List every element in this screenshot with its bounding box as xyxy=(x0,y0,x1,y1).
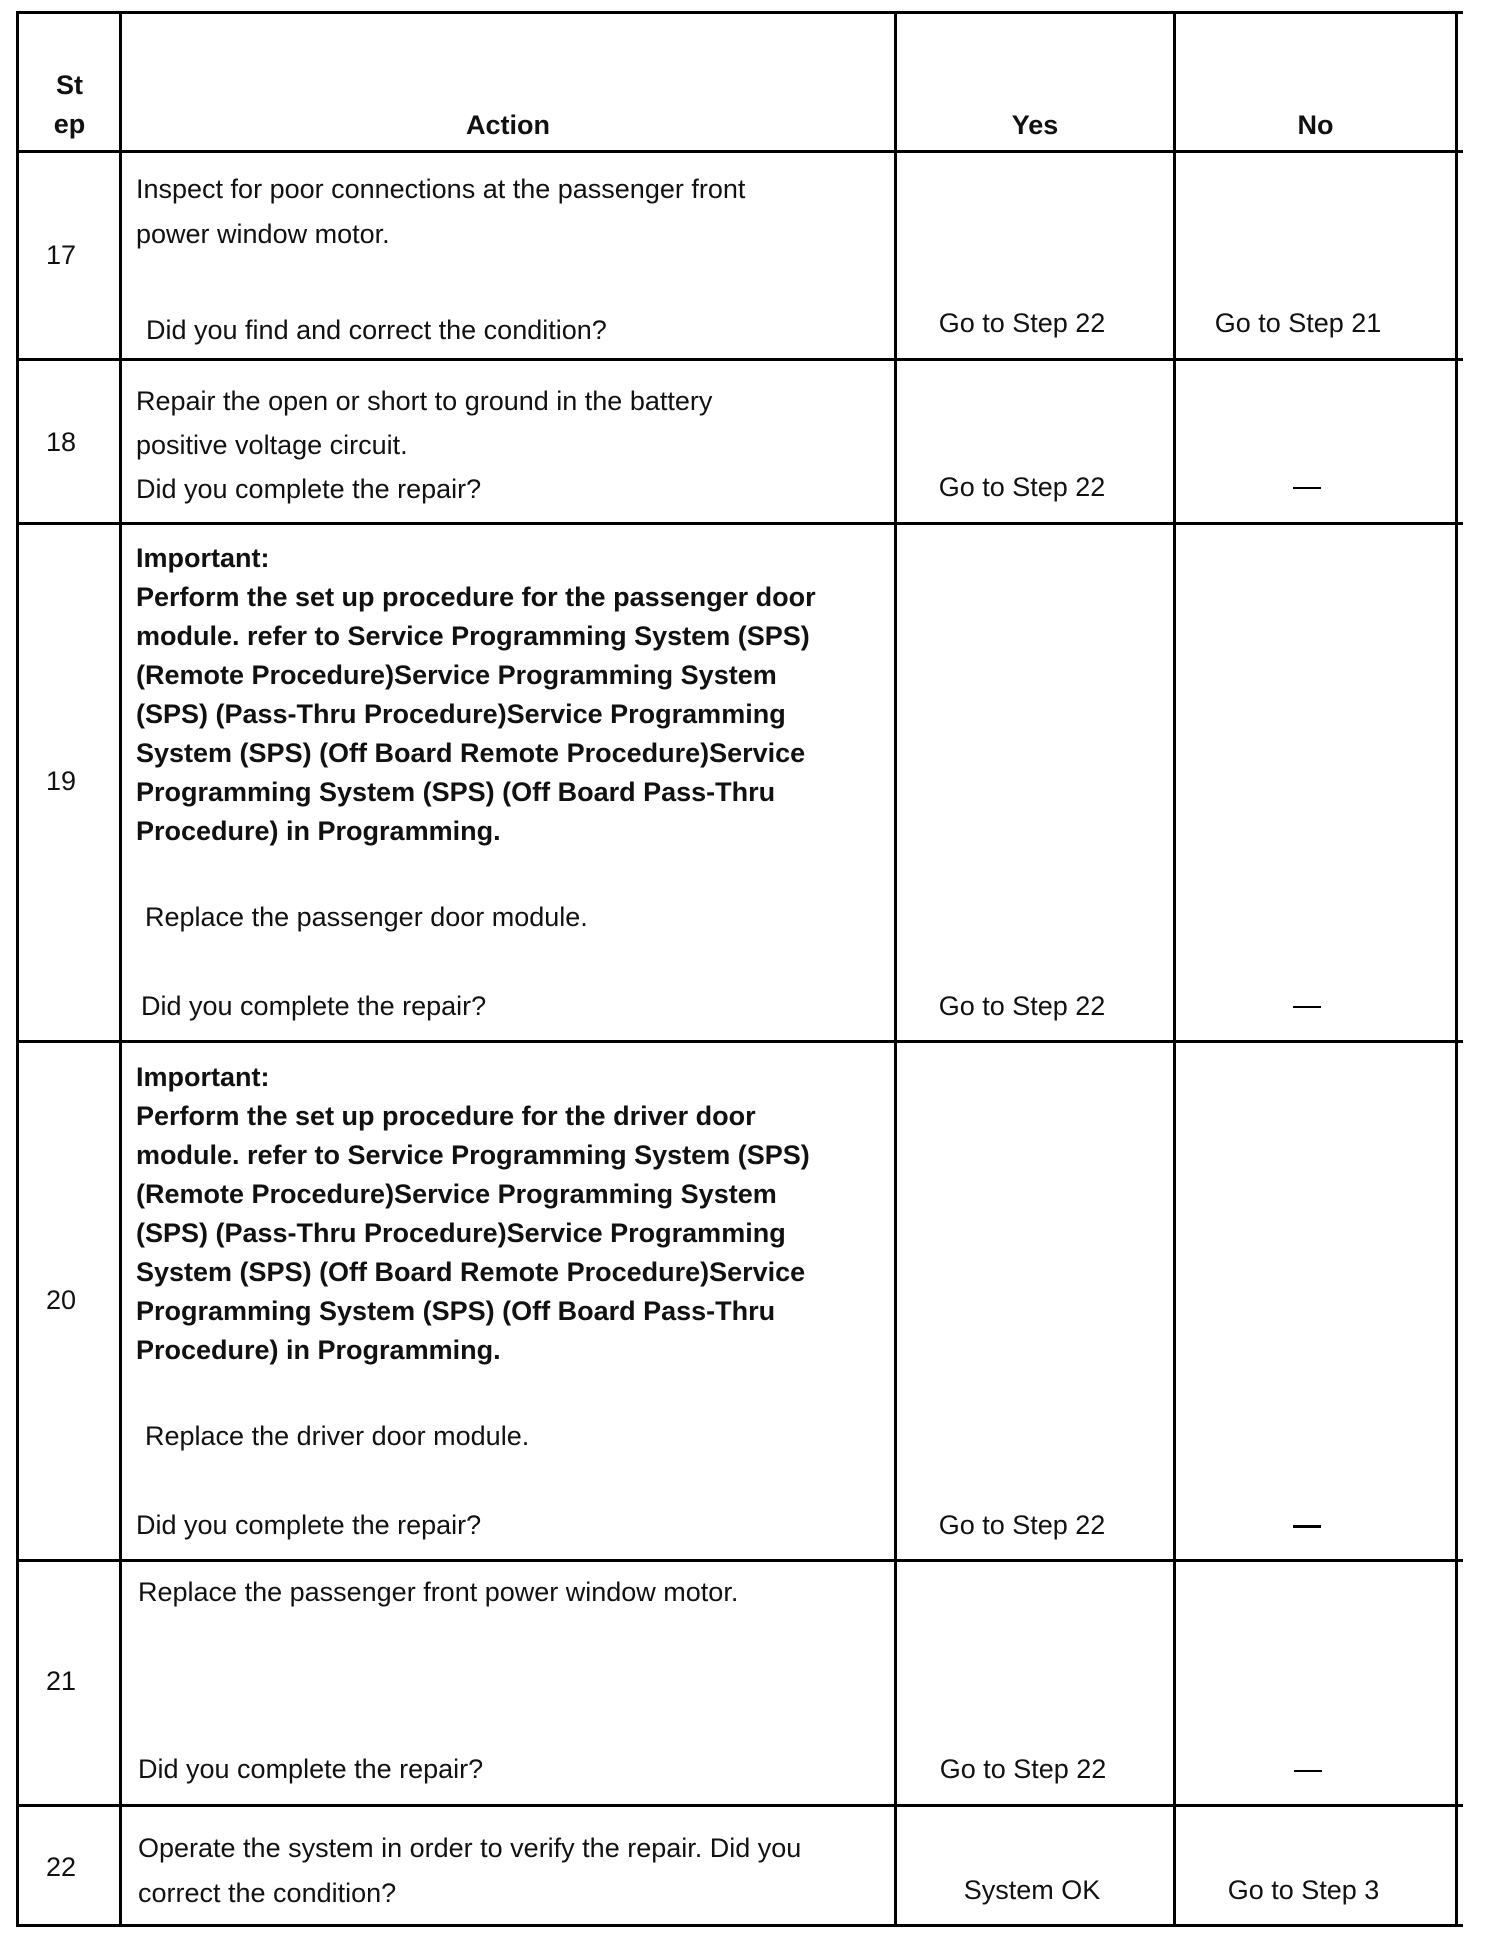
important-line: System (SPS) (Off Board Remote Procedure)Service xyxy=(136,738,806,768)
table-rule xyxy=(16,1040,1463,1043)
important-line: Perform the set up procedure for the driver door xyxy=(136,1101,756,1131)
important-line: module. refer to Service Programming System (SPS) xyxy=(136,1140,810,1170)
important-line: Programming System (SPS) (Off Board Pass-Thru xyxy=(136,1296,776,1326)
action-line: Repair the open or short to ground in the battery xyxy=(136,386,713,416)
yes-result: System OK xyxy=(963,1875,1101,1905)
header-step-line2: ep xyxy=(53,109,86,139)
yes-result: Go to Step 22 xyxy=(938,991,1106,1021)
question-text: Did you find and correct the condition? xyxy=(146,315,607,345)
important-line: Procedure) in Programming. xyxy=(136,1335,501,1365)
question-text: Did you complete the repair? xyxy=(136,1510,482,1540)
yes-result: Go to Step 22 xyxy=(938,308,1106,338)
action-text xyxy=(136,170,745,253)
action-line: power window motor. xyxy=(136,219,390,249)
table-rule xyxy=(16,11,1463,14)
action-line: Inspect for poor connections at the passenger front xyxy=(136,174,746,204)
step-number: 18 xyxy=(45,427,77,457)
no-result: Go to Step 21 xyxy=(1214,308,1382,338)
important-line: (SPS) (Pass-Thru Procedure)Service Programming xyxy=(136,699,786,729)
table-rule xyxy=(1173,11,1176,1927)
table-rule xyxy=(16,1924,1463,1927)
important-line: System (SPS) (Off Board Remote Procedure)Service xyxy=(136,1257,806,1287)
yes-result: Go to Step 22 xyxy=(938,1510,1106,1540)
question-text: Did you complete the repair? xyxy=(141,991,487,1021)
step-number: 17 xyxy=(45,240,77,270)
step-number: 21 xyxy=(45,1666,77,1696)
table-rule xyxy=(16,1559,1463,1562)
yes-result: Go to Step 22 xyxy=(939,1754,1107,1784)
question-text: Did you complete the repair? xyxy=(136,474,482,504)
no-result-dash xyxy=(1293,487,1321,489)
action-text xyxy=(136,379,712,511)
table-rule xyxy=(16,11,19,1927)
important-label: Important: xyxy=(136,543,270,573)
no-result-dash xyxy=(1293,1525,1321,1528)
table-rule xyxy=(16,522,1463,525)
header-step-line1: St xyxy=(56,70,83,100)
important-note xyxy=(136,1058,810,1370)
important-line: Programming System (SPS) (Off Board Pass-Thru xyxy=(136,777,776,807)
action-line: correct the condition? xyxy=(138,1878,397,1908)
important-line: (SPS) (Pass-Thru Procedure)Service Programming xyxy=(136,1218,786,1248)
no-result-dash xyxy=(1293,1006,1321,1008)
action-text: Replace the passenger door module. xyxy=(145,902,588,932)
important-line: (Remote Procedure)Service Programming System xyxy=(136,660,777,690)
action-text: Replace the driver door module. xyxy=(145,1421,530,1451)
no-result-dash xyxy=(1294,1770,1322,1772)
step-number: 20 xyxy=(45,1285,77,1315)
header-yes: Yes xyxy=(1011,110,1059,140)
important-label: Important: xyxy=(136,1062,270,1092)
step-number: 19 xyxy=(45,766,77,796)
action-text xyxy=(138,1826,801,1916)
important-line: Procedure) in Programming. xyxy=(136,816,501,846)
step-number: 22 xyxy=(45,1852,77,1882)
table-rule xyxy=(16,150,1463,153)
important-line: module. refer to Service Programming System (SPS) xyxy=(136,621,810,651)
important-note xyxy=(136,539,816,851)
important-line: (Remote Procedure)Service Programming System xyxy=(136,1179,777,1209)
header-no: No xyxy=(1297,110,1334,140)
header-action: Action xyxy=(466,110,550,140)
yes-result: Go to Step 22 xyxy=(938,472,1106,502)
table-rule xyxy=(119,11,122,1927)
no-result: Go to Step 3 xyxy=(1227,1875,1380,1905)
action-line: Operate the system in order to verify the repair. Did you xyxy=(138,1833,802,1863)
table-rule xyxy=(1455,11,1458,1927)
table-rule xyxy=(16,1804,1463,1807)
action-line: positive voltage circuit. xyxy=(136,430,408,460)
table-rule xyxy=(16,358,1463,361)
action-text: Replace the passenger front power window motor. xyxy=(138,1577,739,1607)
table-rule xyxy=(894,11,897,1927)
important-line: Perform the set up procedure for the passenger door xyxy=(136,582,816,612)
header-step xyxy=(22,66,117,144)
question-text: Did you complete the repair? xyxy=(138,1754,484,1784)
